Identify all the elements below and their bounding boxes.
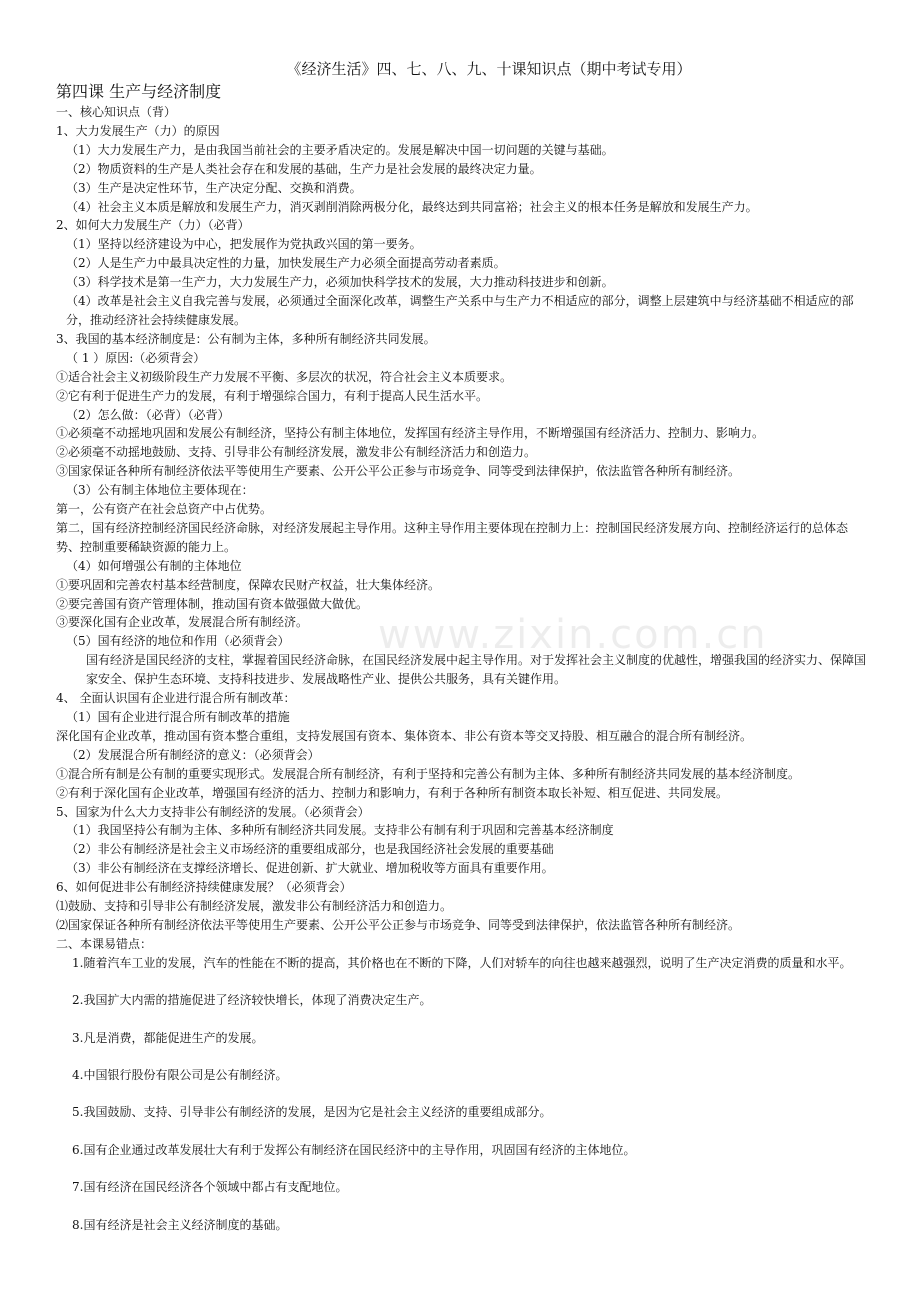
text-line: 国有经济是国民经济的支柱，掌握着国民经济命脉，在国民经济发展中起主导作用。对于发挥社会主义制度的优越性，增强我国的经济实力、保障国家安全、保护生态环境、支持科技进步、发展战略性产业、提供公共服务，具有关键作用。 xyxy=(86,653,867,687)
blank-line xyxy=(56,1197,866,1216)
text-line: 5、国家为什么大力支持非公有制经济的发展。（必须背会） xyxy=(56,804,370,819)
error-point-item: 7.国有经济在国民经济各个领域中都占有支配地位。 xyxy=(72,1180,348,1195)
lesson-heading: 第四课 生产与经济制度 xyxy=(56,82,222,101)
text-line: （1）我国坚持公有制为主体、多种所有制经济共同发展。支持非公有制有利于巩固和完善基本经济制度 xyxy=(66,823,614,838)
text-line: （1）大力发展生产力，是由我国当前社会的主要矛盾决定的。发展是解决中国一切问题的关键与基础。 xyxy=(66,142,614,157)
text-line: （2）人是生产力中最具决定性的力量，加快发展生产力必须全面提高劳动者素质。 xyxy=(66,256,506,271)
text-line: 2、如何大力发展生产（力）（必背） xyxy=(56,218,250,233)
text-line: ③要深化国有企业改革，发展混合所有制经济。 xyxy=(56,615,309,630)
text-line: 4、 全面认识国有企业进行混合所有制改革： xyxy=(56,691,296,706)
error-point-item: 2.我国扩大内需的措施促进了经济较快增长，体现了消费决定生产。 xyxy=(72,993,432,1008)
text-line: （3）公有制主体地位主要体现在： xyxy=(66,483,254,498)
text-line: 3、我国的基本经济制度是：公有制为主体，多种所有制经济共同发展。 xyxy=(56,331,436,346)
blank-line xyxy=(56,973,866,992)
text-line: （3）生产是决定性环节，生产决定分配、交换和消费。 xyxy=(66,180,362,195)
text-line: 6、如何促进非公有制经济持续健康发展？（必须背会） xyxy=(56,880,352,895)
text-line: 1、大力发展生产（力）的原因 xyxy=(56,123,220,138)
error-point-item: 5.我国鼓励、支持、引导非公有制经济的发展，是因为它是社会主义经济的重要组成部分。 xyxy=(72,1105,552,1120)
text-line: 第二，国有经济控制经济国民经济命脉，对经济发展起主导作用。这种主导作用主要体现在控制力上：控制国民经济发展方向、控制经济运行的总体态势、控制重要稀缺资源的能力上。 xyxy=(56,520,849,554)
text-line: ⑵国家保证各种所有制经济依法平等使用生产要素、公开公平公正参与市场竞争、同等受到法律保护，依法监管各种所有制经济。 xyxy=(56,917,741,932)
text-line: ①混合所有制是公有制的重要实现形式。发展混合所有制经济，有利于坚持和完善公有制为主体、多种所有制经济共同发展的基本经济制度。 xyxy=(56,766,801,781)
error-points-list xyxy=(56,954,866,1235)
blank-line xyxy=(56,1010,866,1029)
text-line: ⑴鼓励、支持和引导非公有制经济发展，激发非公有制经济活力和创造力。 xyxy=(56,899,453,914)
blank-line xyxy=(56,1160,866,1179)
text-line: （5）国有经济的地位和作用（必须背会） xyxy=(66,634,290,649)
text-line: 第一，公有资产在社会总资产中占优势。 xyxy=(56,502,273,517)
text-line: （ 1 ）原因:（必须背会） xyxy=(66,350,206,365)
text-line: 深化国有企业改革，推动国有资本整合重组，支持发展国有资本、集体资本、非公有资本等交叉持股、相互融合的混合所有制经济。 xyxy=(56,728,753,743)
text-line: ③国家保证各种所有制经济依法平等使用生产要素、公开公平公正参与市场竞争、同等受到法律保护，依法监管各种所有制经济。 xyxy=(56,464,741,479)
text-line: ①适合社会主义初级阶段生产力发展不平衡、多层次的状况，符合社会主义本质要求。 xyxy=(56,369,513,384)
text-line: ①要巩固和完善农村基本经营制度，保障农民财产权益，壮大集体经济。 xyxy=(56,577,441,592)
error-point-item: 1.随着汽车工业的发展，汽车的性能在不断的提高，其价格也在不断的下降，人们对轿车的向往也越来越强烈，说明了生产决定消费的质量和水平。 xyxy=(72,955,852,970)
knowledge-points xyxy=(56,103,866,954)
text-line: （3）非公有制经济在支撑经济增长、促进创新、扩大就业、增加税收等方面具有重要作用。 xyxy=(66,861,554,876)
document-page xyxy=(56,58,866,1235)
text-line: （2）非公有制经济是社会主义市场经济的重要组成部分，也是我国经济社会发展的重要基础 xyxy=(66,842,554,857)
blank-line xyxy=(56,1085,866,1104)
text-line: （1）国有企业进行混合所有制改革的措施 xyxy=(66,710,290,724)
text-line: ②必须毫不动摇地鼓励、支持、引导非公有制经济发展，激发非公有制经济活力和创造力。 xyxy=(56,445,537,460)
text-line: （4）如何增强公有制的主体地位 xyxy=(66,558,242,573)
text-line: （4）社会主义本质是解放和发展生产力，消灭剥削消除两极分化，最终达到共同富裕；社会主义的根本任务是解放和发展生产力。 xyxy=(66,199,758,214)
text-line: （1）坚持以经济建设为中心，把发展作为党执政兴国的第一要务。 xyxy=(66,237,422,252)
text-line: （2）物质资料的生产是人类社会存在和发展的基础，生产力是社会发展的最终决定力量。 xyxy=(66,161,542,176)
text-line: ②有利于深化国有企业改革，增强国有经济的活力、控制力和影响力，有利于各种所有制资本取长补短、相互促进、共同发展。 xyxy=(56,785,729,800)
text-line: 二、本课易错点： xyxy=(56,936,153,951)
text-line: （2）怎么做：（必背）（必背） xyxy=(66,407,230,422)
text-line: ①必须毫不动摇地巩固和发展公有制经济，坚持公有制主体地位，发挥国有经济主导作用，不断增强国有经济活力、控制力、影响力。 xyxy=(56,426,765,441)
error-point-item: 6.国有企业通过改革发展壮大有利于发挥公有制经济在国民经济中的主导作用，巩固国有经济的主体地位。 xyxy=(72,1142,636,1157)
text-line: ②要完善国有资产管理体制，推动国有资本做强做大做优。 xyxy=(56,596,369,611)
text-line: 一、核心知识点（背） xyxy=(56,105,177,119)
text-line: （4）改革是社会主义自我完善与发展，必须通过全面深化改革，调整生产关系中与生产力不相适应的部分，调整上层建筑中与经济基础不相适应的部分，推动经济社会持续健康发展。 xyxy=(66,294,854,327)
text-line: ②它有利于促进生产力的发展，有利于增强综合国力，有利于提高人民生活水平。 xyxy=(56,388,489,403)
watermark: www.zixin.com.cn xyxy=(378,612,768,658)
error-point-item: 4.中国银行股份有限公司是公有制经济。 xyxy=(72,1068,288,1082)
text-line: （2）发展混合所有制经济的意义：（必须背会） xyxy=(66,747,320,762)
document-title: 《经济生活》四、七、八、九、十课知识点（期中考试专用） xyxy=(286,60,692,78)
error-point-item: 3.凡是消费，都能促进生产的发展。 xyxy=(72,1030,264,1045)
text-line: （3）科学技术是第一生产力，大力发展生产力，必须加快科学技术的发展，大力推动科技进步和创新。 xyxy=(66,275,614,290)
blank-line xyxy=(56,1048,866,1067)
error-point-item: 8.国有经济是社会主义经济制度的基础。 xyxy=(72,1217,288,1232)
blank-line xyxy=(56,1122,866,1141)
